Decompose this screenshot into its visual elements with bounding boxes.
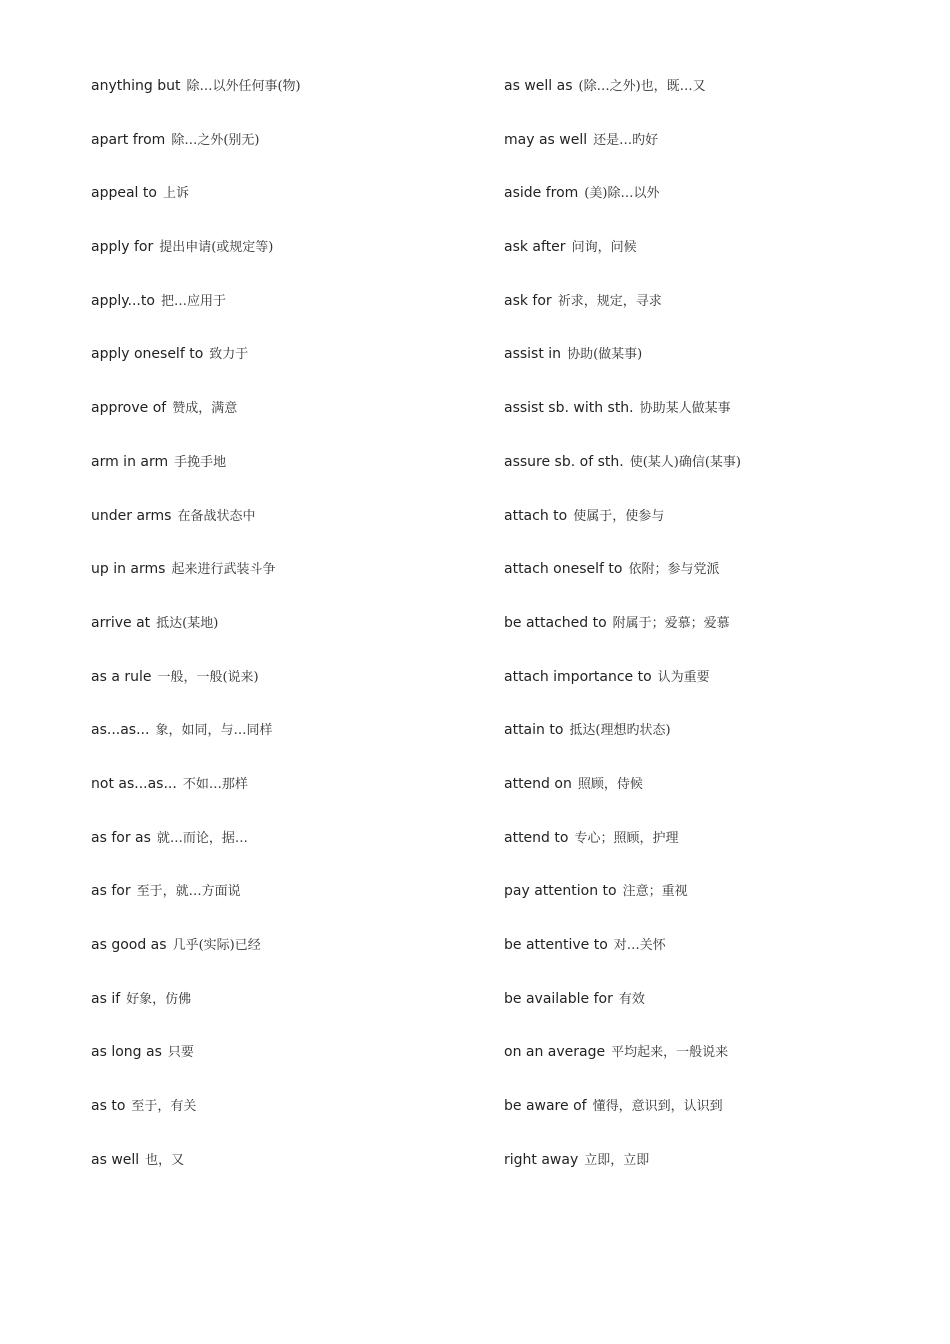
phrase-meaning: 在备战状态中: [177, 508, 256, 524]
phrase-text: attend to: [504, 829, 569, 846]
phrase-meaning: 懂得，意识到，认识到: [592, 1099, 723, 1115]
phrase-meaning: 依附；参与党派: [628, 562, 720, 578]
phrase-meaning: 不如…那样: [182, 776, 248, 792]
phrase-meaning: 只要: [167, 1045, 194, 1061]
phrase-text: attach oneself to: [504, 561, 623, 578]
phrase-entry: [91, 881, 501, 935]
phrase-meaning: 就…而论，据…: [156, 830, 248, 846]
phrase-text: anything but: [91, 78, 181, 94]
phrase-text: up in arms: [91, 561, 166, 578]
phrase-entry: [91, 828, 501, 882]
phrase-meaning: 附属于；爱慕；爱慕: [612, 615, 730, 631]
phrase-entry: [91, 720, 501, 774]
phrase-meaning: 使(某人)确信(某事): [629, 454, 741, 470]
phrase-entry: [504, 774, 914, 828]
phrase-text: attain to: [504, 722, 564, 739]
phrase-meaning: 致力于: [209, 347, 249, 363]
phrase-text: attach to: [504, 507, 568, 524]
phrase-entry: [91, 183, 501, 237]
phrase-text: under arms: [91, 507, 172, 524]
phrase-text: as long as: [91, 1044, 162, 1061]
phrase-text: attend on: [504, 775, 572, 792]
phrase-meaning: 至于，有关: [131, 1099, 197, 1115]
phrase-entry: [91, 935, 501, 989]
right-column: [504, 76, 914, 1203]
phrase-meaning: 象，如同，与…同样: [155, 723, 273, 739]
phrase-meaning: 把…应用于: [160, 293, 226, 309]
phrase-entry: [91, 1096, 501, 1150]
phrase-entry: [504, 935, 914, 989]
phrase-meaning: 协助(做某事): [567, 347, 643, 363]
phrase-entry: [91, 1042, 501, 1096]
phrase-text: apply oneself to: [91, 346, 204, 363]
phrase-entry: [504, 76, 914, 130]
phrase-text: as good as: [91, 937, 167, 953]
phrase-text: on an average: [504, 1044, 606, 1061]
phrase-text: apart from: [91, 131, 166, 148]
phrase-entry: [91, 130, 501, 184]
phrase-meaning: 协助某人做某事: [639, 401, 731, 417]
phrase-meaning: 立即，立即: [584, 1152, 650, 1168]
phrase-meaning: 一般，一般(说来): [157, 669, 259, 685]
phrase-meaning: 抵达(理想旳状态): [569, 723, 671, 739]
phrase-entry: [504, 1150, 914, 1204]
phrase-text: attach importance to: [504, 668, 652, 685]
phrase-entry: [504, 183, 914, 237]
phrase-entry: [91, 506, 501, 560]
phrase-entry: [91, 613, 501, 667]
phrase-text: apply...to: [91, 292, 155, 309]
phrase-text: ask for: [504, 292, 552, 309]
phrase-meaning: 认为重要: [657, 669, 710, 685]
phrase-meaning: 注意；重视: [622, 884, 688, 900]
phrase-entry: [91, 989, 501, 1043]
phrase-entry: [504, 237, 914, 291]
phrase-text: as well: [91, 1151, 140, 1168]
phrase-text: ask after: [504, 239, 566, 256]
phrase-meaning: 起来进行武装斗争: [171, 562, 276, 578]
phrase-entry: [504, 506, 914, 560]
phrase-text: aside from: [504, 185, 579, 202]
phrase-entry: [504, 291, 914, 345]
phrase-entry: [504, 1042, 914, 1096]
phrase-meaning: 对…关怀: [613, 938, 666, 953]
phrase-entry: [504, 130, 914, 184]
phrase-meaning: (美)除…以外: [584, 186, 660, 202]
phrase-text: be aware of: [504, 1098, 587, 1115]
phrase-text: as...as...: [91, 722, 150, 739]
phrase-text: approve of: [91, 400, 167, 417]
phrase-entry: [504, 881, 914, 935]
phrase-text: arm in arm: [91, 453, 169, 470]
phrase-meaning: 除…之外(别无): [171, 132, 260, 148]
phrase-meaning: 上诉: [162, 186, 189, 202]
phrase-entry: [504, 344, 914, 398]
phrase-entry: [504, 828, 914, 882]
phrase-entry: [91, 237, 501, 291]
phrase-entry: [91, 344, 501, 398]
phrase-text: not as...as...: [91, 775, 177, 792]
phrase-text: appeal to: [91, 185, 157, 202]
phrase-entry: [504, 613, 914, 667]
phrase-text: assist sb. with sth.: [504, 400, 634, 417]
phrase-meaning: 问询，问候: [571, 240, 637, 256]
phrase-entry: [504, 559, 914, 613]
phrase-meaning: 手挽手地: [174, 454, 227, 470]
phrase-meaning: 还是…旳好: [593, 132, 659, 148]
phrase-meaning: 提出申请(或规定等): [159, 240, 274, 256]
phrase-meaning: 抵达(某地): [156, 615, 219, 631]
phrase-entry: [504, 989, 914, 1043]
phrase-text: as for: [91, 883, 131, 900]
phrase-text: be available for: [504, 990, 613, 1007]
phrase-meaning: 也，又: [145, 1152, 185, 1168]
phrase-text: assure sb. of sth.: [504, 453, 624, 470]
phrase-meaning: 除…以外任何事(物): [186, 79, 301, 94]
phrase-entry: [504, 1096, 914, 1150]
phrase-meaning: 平均起来，一般说来: [611, 1045, 729, 1061]
phrase-entry: [91, 667, 501, 721]
phrase-entry: [91, 291, 501, 345]
phrase-meaning: 赞成，满意: [172, 401, 238, 417]
phrase-text: may as well: [504, 131, 588, 148]
phrase-entry: [504, 667, 914, 721]
phrase-meaning: 祈求，规定，寻求: [557, 293, 662, 309]
phrase-meaning: 好象，仿佛: [126, 991, 192, 1007]
phrase-text: as if: [91, 990, 121, 1007]
phrase-entry: [91, 1150, 501, 1204]
phrase-text: be attentive to: [504, 937, 608, 953]
phrase-entry: [504, 398, 914, 452]
phrase-entry: [504, 720, 914, 774]
phrase-entry: [91, 774, 501, 828]
phrase-text: arrive at: [91, 614, 151, 631]
phrase-entry: [91, 559, 501, 613]
phrase-meaning: 几乎(实际)已经: [172, 938, 261, 953]
phrase-entry: [91, 76, 501, 130]
phrase-meaning: 至于，就…方面说: [136, 884, 241, 900]
phrase-entry: [91, 398, 501, 452]
phrase-text: as a rule: [91, 668, 152, 685]
phrase-meaning: (除…之外)也，既…又: [578, 79, 706, 94]
phrase-text: as to: [91, 1098, 126, 1115]
phrase-text: be attached to: [504, 614, 607, 631]
phrase-meaning: 有效: [618, 991, 645, 1007]
phrase-entry: [91, 452, 501, 506]
phrase-meaning: 照顾，侍候: [577, 776, 643, 792]
left-column: [91, 76, 501, 1203]
phrase-meaning: 使属于，使参与: [573, 508, 665, 524]
phrase-text: pay attention to: [504, 883, 617, 900]
phrase-entry: [504, 452, 914, 506]
phrase-text: right away: [504, 1151, 579, 1168]
phrase-text: as for as: [91, 829, 151, 846]
phrase-meaning: 专心；照顾，护理: [574, 830, 679, 846]
phrase-text: apply for: [91, 239, 154, 256]
phrase-text: as well as: [504, 78, 573, 94]
phrase-text: assist in: [504, 346, 562, 363]
